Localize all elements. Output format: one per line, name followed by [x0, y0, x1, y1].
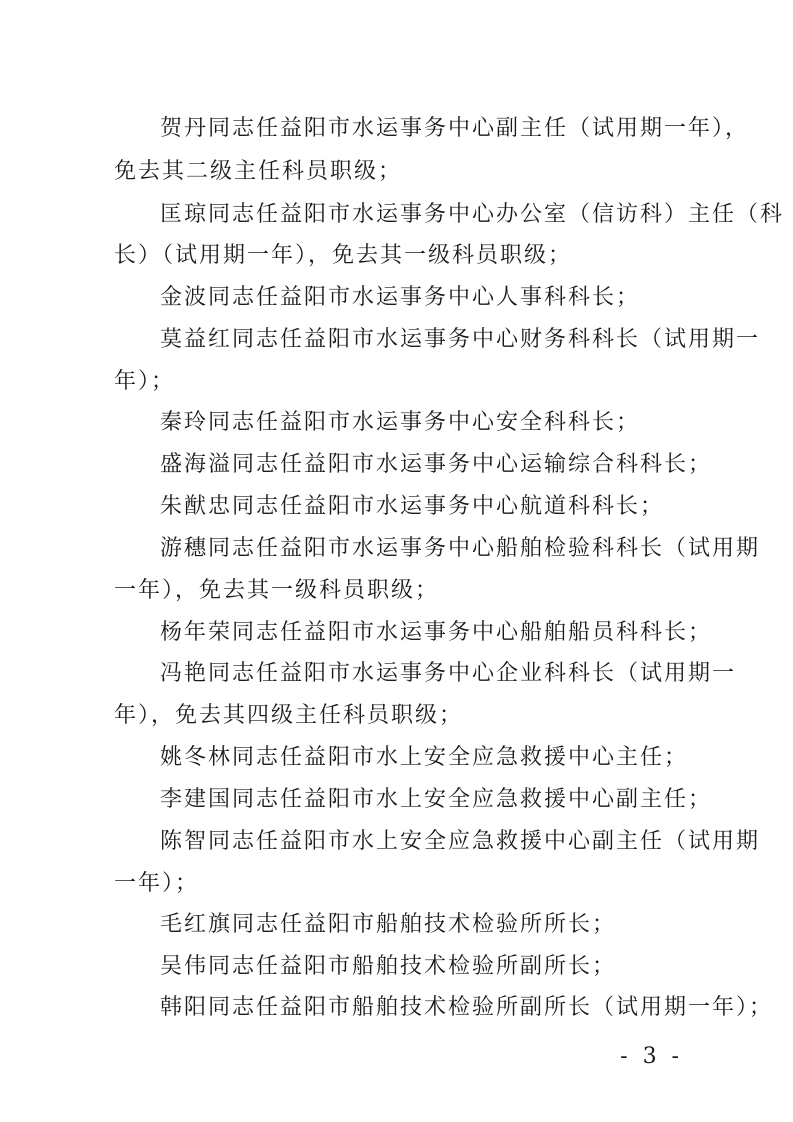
paragraph-line: 朱猷忠同志任益阳市水运事务中心航道科科长；	[160, 494, 665, 519]
paragraph-line: 匡琼同志任益阳市水运事务中心办公室（信访科）主任（科	[160, 202, 785, 227]
paragraph-line: 游穗同志任益阳市水运事务中心船舶检验科科长（试用期	[160, 536, 761, 561]
paragraph-line: 陈智同志任益阳市水上安全应急救援中心副主任（试用期	[160, 829, 761, 854]
paragraph-line: 一年），免去其一级科员职级；	[114, 578, 440, 603]
paragraph-line: 毛红旗同志任益阳市船舶技术检验所所长；	[160, 912, 617, 937]
paragraph-line: 金波同志任益阳市水运事务中心人事科科长；	[160, 285, 641, 310]
paragraph-line: 吴伟同志任益阳市船舶技术检验所副所长；	[160, 954, 617, 979]
paragraph-line: 盛海溢同志任益阳市水运事务中心运输综合科科长；	[160, 452, 713, 477]
paragraph-line: 年），免去其四级主任科员职级；	[114, 703, 464, 728]
paragraph-line: 李建国同志任益阳市水上安全应急救援中心副主任；	[160, 787, 713, 812]
page-number: - 3 -	[620, 1044, 683, 1069]
paragraph-line: 长）（试用期一年），免去其一级科员职级；	[114, 243, 573, 268]
paragraph-line: 韩阳同志任益阳市船舶技术检验所副所长（试用期一年）；	[160, 995, 774, 1020]
paragraph-line: 姚冬林同志任益阳市水上安全应急救援中心主任；	[160, 745, 689, 770]
paragraph-line: 年）；	[114, 369, 176, 394]
paragraph-line: 免去其二级主任科员职级；	[114, 159, 403, 184]
paragraph-line: 贺丹同志任益阳市水运事务中心副主任（试用期一年），	[160, 116, 750, 141]
paragraph-line: 一年）；	[114, 871, 200, 896]
paragraph-line: 冯艳同志任益阳市水运事务中心企业科科长（试用期一	[160, 661, 737, 686]
paragraph-line: 秦玲同志任益阳市水运事务中心安全科科长；	[160, 410, 641, 435]
paragraph-line: 杨年荣同志任益阳市水运事务中心船舶船员科科长；	[160, 620, 713, 645]
paragraph-line: 莫益红同志任益阳市水运事务中心财务科科长（试用期一	[160, 327, 761, 352]
